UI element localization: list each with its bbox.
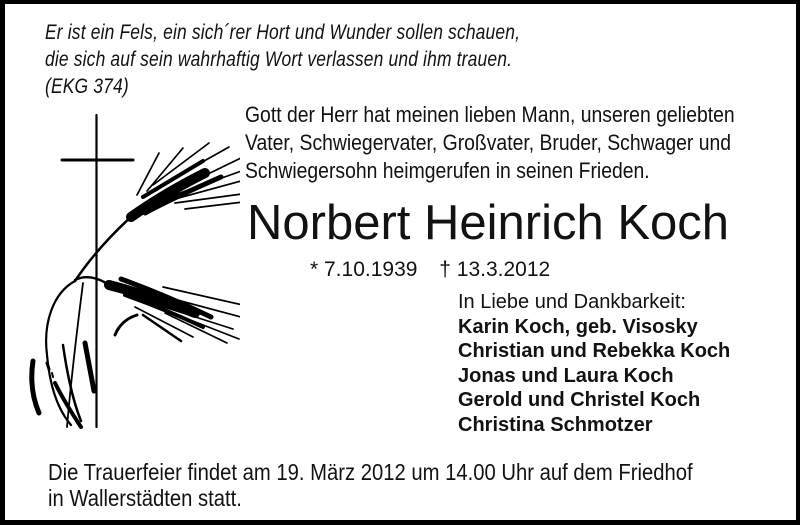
death-date: † 13.3.2012 [439, 258, 551, 281]
mourner-name: Jonas und Laura Koch [458, 364, 674, 387]
deceased-name: Norbert Heinrich Koch [247, 196, 730, 250]
funeral-info-line: in Wallerstädten statt. [48, 485, 242, 511]
funeral-info-line: Die Trauerfeier findet am 19. März 2012 um 14.00 Uhr auf dem Friedhof [48, 459, 693, 485]
announcement-line: Vater, Schwiegervater, Großvater, Bruder, Schwager und [245, 130, 732, 155]
mourner-name: Christina Schmotzer [458, 413, 653, 436]
life-dates [310, 258, 550, 282]
hymn-quote-source: (EKG 374) [45, 75, 129, 98]
mourner-name: Christian und Rebekka Koch [458, 340, 731, 362]
funeral-info [48, 459, 693, 511]
mourners-block [458, 290, 730, 437]
hymn-quote [45, 19, 520, 100]
hymn-quote-line: die sich auf sein wahrhaftig Wort verlassen und ihm trauen. [45, 48, 513, 71]
hymn-quote-line: Er ist ein Fels, ein sich´rer Hort und Wunder sollen schauen, [45, 21, 521, 44]
announcement-line: Schwiegersohn heimgerufen in seinen Frieden. [245, 158, 650, 183]
death-announcement [245, 101, 735, 185]
birth-date: * 7.10.1939 [310, 258, 418, 281]
announcement-line: Gott der Herr hat meinen lieben Mann, unseren geliebten [245, 102, 735, 127]
mourner-name: Gerold und Christel Koch [458, 389, 701, 411]
cross-and-wheat-icon [25, 105, 240, 435]
mourners-heading: In Liebe und Dankbarkeit: [458, 291, 686, 313]
mourner-name: Karin Koch, geb. Visosky [458, 315, 698, 338]
